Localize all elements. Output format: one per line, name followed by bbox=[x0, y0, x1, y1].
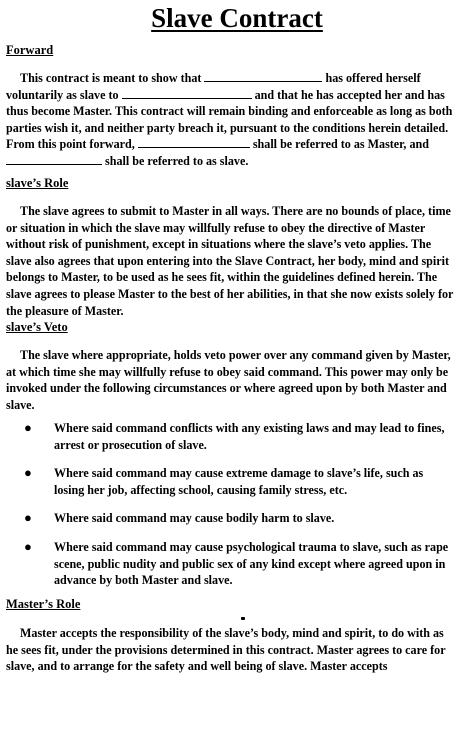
list-item-text: Where said command may cause psychological trauma to slave, such as rape scene, public nudity and public sex of any kind except where agreed upon in advance by both Master and slave. bbox=[54, 540, 449, 588]
master-role-paragraph bbox=[6, 625, 456, 675]
list-item bbox=[24, 510, 456, 527]
list-item-text: Where said command may cause extreme damage to slave’s life, such as losing her job, affecting school, causing family stress, etc. bbox=[54, 466, 424, 497]
section-heading-master-role: Master’s Role bbox=[6, 597, 81, 611]
bullet-icon: ● bbox=[24, 539, 32, 554]
veto-paragraph bbox=[6, 347, 456, 413]
role-paragraph bbox=[6, 203, 456, 319]
name-blank-4[interactable] bbox=[6, 153, 102, 165]
section-heading-role: slave’s Role bbox=[6, 176, 69, 190]
bullet-icon: ● bbox=[24, 420, 32, 435]
scan-speck bbox=[241, 617, 245, 620]
forward-text-1: This contract is meant to show that bbox=[20, 71, 202, 85]
bullet-icon: ● bbox=[24, 510, 32, 525]
list-item-text: Where said command conflicts with any existing laws and may lead to fines, arrest or prosecution of slave. bbox=[54, 421, 445, 452]
role-text: The slave agrees to submit to Master in all ways. There are no bounds of place, time or situation in which the slave may willfully refuse to obey the directive of Master without risk of punishment, except in situations where the slave’s veto applies. The slave also agrees that upon entering into the Slave Contract, her body, mind and spirit belongs to Master, to be used as he sees fit, within the guidelines defined herein. The slave agrees to please Master to the best of her abilities, in that she now exists solely for the pleasure of Master. bbox=[6, 204, 454, 318]
section-heading-forward: Forward bbox=[6, 43, 54, 57]
forward-text-5: shall be referred to as slave. bbox=[105, 153, 249, 168]
bullet-icon: ● bbox=[24, 465, 32, 480]
master-role-text: Master accepts the responsibility of the slave’s body, mind and spirit, to do with as he sees fit, under the provisions determined in this contract. Master agrees to care for slave, and to arrange for the safety and well being of slave. Master accepts bbox=[6, 626, 446, 674]
page-title: Slave Contract bbox=[151, 3, 323, 33]
name-blank-3[interactable] bbox=[138, 136, 250, 148]
forward-text-4: shall be referred to as Master, and bbox=[252, 137, 429, 152]
list-item bbox=[24, 539, 456, 589]
veto-text: The slave where appropriate, holds veto power over any command given by Master, at which time she may willfully refuse to obey said command. This power may only be invoked under the following circumstances or where agreed upon by both Master and slave. bbox=[6, 348, 451, 412]
list-item bbox=[24, 465, 456, 498]
forward-paragraph bbox=[6, 70, 456, 170]
list-item bbox=[24, 420, 456, 453]
section-heading-veto: slave’s Veto bbox=[6, 320, 68, 334]
forward-text-2: has offered herself voluntarily as slave to bbox=[6, 71, 421, 102]
forward-text-3: and that he has accepted her and has thus become Master. This contract will remain binding and enforceable as long as both parties wish it, and neither party breach it, pursuant to the conditions herein detailed. From this point forward, bbox=[6, 87, 453, 152]
name-blank-2[interactable] bbox=[122, 87, 252, 99]
list-item-text: Where said command may cause bodily harm to slave. bbox=[54, 511, 335, 525]
name-blank-1[interactable] bbox=[204, 70, 322, 82]
